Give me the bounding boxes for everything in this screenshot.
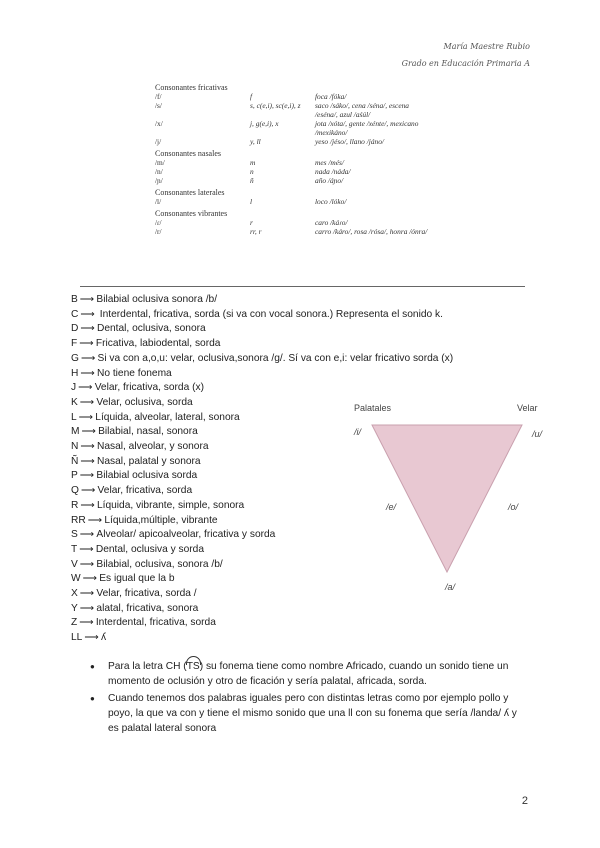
table-cell-examples-cont: /mexikáno/ <box>315 128 348 137</box>
page-header <box>402 38 530 72</box>
label-vowel-e: /e/ <box>386 502 397 512</box>
divider <box>80 286 525 287</box>
table-row <box>155 227 525 236</box>
vowel-triangle <box>372 425 522 572</box>
letter-label: B <box>71 294 78 305</box>
letter-description: Velar, fricativa, sorda / <box>96 588 197 600</box>
letter-description: Líquida, vibrante, simple, sonora <box>96 499 245 511</box>
arrow-icon: ⟶ <box>80 308 95 320</box>
letter-description: ʎ <box>100 632 107 644</box>
letter-label: F <box>71 338 78 350</box>
letter-item <box>71 367 453 382</box>
arrow-icon: ⟶ <box>79 543 94 555</box>
page-number: 2 <box>521 795 528 807</box>
letter-label: X <box>71 588 78 600</box>
arrow-icon: ⟶ <box>79 558 95 570</box>
letter-description: Nasal, palatal y sonora <box>96 455 201 467</box>
arrow-icon: ⟶ <box>87 514 103 526</box>
arrow-icon: ⟶ <box>78 382 93 394</box>
table-cell-examples: yeso /jéso/, llano /jáno/ <box>315 137 384 146</box>
letter-item <box>71 616 453 631</box>
table-row <box>155 119 525 128</box>
notes-list <box>90 659 530 738</box>
letter-item <box>71 322 453 337</box>
letter-description: Nasal, alveolar, y sonora <box>96 441 209 453</box>
table-cell-examples-cont: /eséna/, azul /aśúl/ <box>315 110 371 119</box>
table-cell-letters: rr, r <box>250 227 262 236</box>
note-ch <box>90 659 530 689</box>
table-cell-phoneme: /j/ <box>155 137 162 146</box>
arrow-icon: ⟶ <box>79 617 94 629</box>
table-cell-examples: foca /fóka/ <box>315 92 347 101</box>
bullet-dot-icon: ● <box>90 694 95 703</box>
table-section-title: Consonantes laterales <box>155 188 225 197</box>
author-name: María Maestre Rubio <box>443 42 530 51</box>
table-cell-letters: m <box>250 158 256 167</box>
ts-tie-symbol: TS <box>187 659 200 674</box>
arrow-icon: ⟶ <box>79 588 95 600</box>
letter-description: Interdental, fricativa, sorda <box>95 617 216 629</box>
table-section-title: Consonantes fricativas <box>155 83 228 92</box>
arrow-icon: ⟶ <box>79 338 94 350</box>
arrow-icon: ⟶ <box>81 426 97 438</box>
course-name: Grado en Educación Primaria A <box>401 59 530 68</box>
letter-description: Bilabial, oclusiva, sonora /b/ <box>96 558 223 570</box>
letter-item <box>71 293 453 308</box>
letter-label: Y <box>71 602 78 614</box>
letter-description: Es igual que la b <box>99 573 175 585</box>
letter-item <box>71 352 453 367</box>
table-cell-examples: caro /káɾo/ <box>315 218 348 227</box>
letter-description: alatal, fricativa, sonora <box>96 602 199 614</box>
label-vowel-a: /a/ <box>445 582 456 592</box>
table-row <box>155 176 525 185</box>
letter-label: RR <box>71 514 86 526</box>
arrow-icon: ⟶ <box>80 455 95 467</box>
table-cell-phoneme: /n/ <box>155 167 163 176</box>
label-vowel-o: /o/ <box>508 502 519 512</box>
letter-label: S <box>71 529 78 541</box>
label-vowel-u: /u/ <box>532 429 543 439</box>
letter-label: D <box>71 323 79 335</box>
table-row <box>155 101 525 110</box>
letter-label: G <box>71 352 79 364</box>
letter-label: K <box>71 396 78 408</box>
letter-label: W <box>71 573 81 585</box>
vowel-triangle-diagram <box>350 395 550 595</box>
letter-description: Bilabial oclusiva sonora /b/ <box>96 294 218 305</box>
table-cell-letters: l <box>250 197 253 206</box>
letter-description: Si va con a,o,u: velar, oclusiva,sonora /g/. Sí va con e,i: velar fricativo sorda (x) <box>97 352 454 364</box>
letter-label: P <box>71 470 78 482</box>
letter-label: T <box>71 543 78 555</box>
label-palatales: Palatales <box>354 403 392 413</box>
table-cell-letters: f <box>250 92 253 101</box>
letter-description: Bilabial oclusiva sorda <box>96 470 198 482</box>
note-ch-text: Para la letra CH ( TS) su fonema tiene como nombre Africado, cuando un sonido tiene un momento de oclusión y otro de ficación y sería palatal, africada, sorda. <box>108 659 530 689</box>
letter-label: C <box>71 308 79 320</box>
table-cell-examples: carro /káro/, rosa /rósa/, honra /ónra/ <box>315 227 428 236</box>
arrow-icon: ⟶ <box>79 470 95 482</box>
table-cell-phoneme: /m/ <box>155 158 165 167</box>
letter-description: No tiene fonema <box>96 367 172 379</box>
letter-label: R <box>71 499 79 511</box>
table-cell-examples: saco /sáko/, cena /séna/, escena <box>315 101 409 110</box>
table-cell-phoneme: /ɾ/ <box>155 218 162 227</box>
letter-item <box>71 381 453 396</box>
arrow-icon: ⟶ <box>80 499 95 511</box>
table-cell-letters: y, ll <box>250 137 261 146</box>
table-row-continuation <box>155 110 525 119</box>
letter-description: Velar, fricativa, sorda <box>97 485 193 497</box>
table-row <box>155 197 525 206</box>
letter-description: Dental, oclusiva y sorda <box>95 543 204 555</box>
letter-description: Bilabial, nasal, sonora <box>98 426 198 438</box>
table-row <box>155 158 525 167</box>
letter-description: Dental, oclusiva, sonora <box>96 323 206 335</box>
arrow-icon: ⟶ <box>79 294 95 305</box>
letter-label: J <box>71 382 77 394</box>
letter-item <box>71 602 453 617</box>
letter-label: N <box>71 441 79 453</box>
letter-label: LL <box>71 632 83 644</box>
arrow-icon: ⟶ <box>82 573 98 585</box>
table-row <box>155 137 525 146</box>
arrow-icon: ⟶ <box>79 529 95 541</box>
table-cell-letters: n <box>250 167 254 176</box>
table-row <box>155 218 525 227</box>
letter-label: Q <box>71 485 79 497</box>
arrow-icon: ⟶ <box>78 411 94 423</box>
letter-item <box>71 308 453 323</box>
bullet-dot-icon: ● <box>90 662 95 671</box>
table-row-continuation <box>155 128 525 137</box>
letter-item <box>71 631 453 646</box>
arrow-icon: ⟶ <box>80 441 95 453</box>
arrow-icon: ⟶ <box>80 323 95 335</box>
table-cell-phoneme: /s/ <box>155 101 162 110</box>
letter-label: M <box>71 426 80 438</box>
table-cell-phoneme: /l/ <box>155 197 162 206</box>
label-vowel-i: /i/ <box>354 427 362 437</box>
note-ll-text: Cuando tenemos dos palabras iguales pero con distintas letras como por ejemplo pollo y poyo, la que va con y tiene el mismo sonido que una ll con su fonema que sería /landa/ ʎ y es palatal lateral sonora <box>108 693 517 734</box>
label-velar: Velar <box>517 403 538 413</box>
table-cell-examples: mes /més/ <box>315 158 344 167</box>
letter-description: Líquida, alveolar, lateral, sonora <box>95 411 240 423</box>
arrow-icon: ⟶ <box>84 632 99 644</box>
table-cell-phoneme: /x/ <box>155 119 163 128</box>
table-cell-letters: ñ <box>250 176 254 185</box>
arrow-icon: ⟶ <box>79 396 95 408</box>
letter-description: Interdental, fricativa, sorda (si va con vocal sonora.) Representa el sonido k. <box>96 308 443 320</box>
table-section-title: Consonantes vibrantes <box>155 209 228 218</box>
table-cell-letters: s, c(e,i), sc(e,i), z <box>250 101 301 110</box>
letter-label: V <box>71 558 78 570</box>
table-cell-phoneme: /f/ <box>155 92 162 101</box>
arrow-icon: ⟶ <box>80 367 95 379</box>
note-ll <box>90 691 530 736</box>
letter-label: L <box>71 411 77 423</box>
table-row <box>155 92 525 101</box>
letter-description: Alveolar/ apicoalveolar, fricativa y sorda <box>96 529 276 541</box>
letter-description: Fricativa, labiodental, sorda <box>95 338 221 350</box>
letter-item <box>71 337 453 352</box>
table-cell-letters: j, g(e,i), x <box>250 119 279 128</box>
table-cell-phoneme: /ɲ/ <box>155 176 163 185</box>
table-cell-examples: loco /lóko/ <box>315 197 347 206</box>
table-cell-letters: r <box>250 218 253 227</box>
arrow-icon: ⟶ <box>80 485 96 497</box>
table-row <box>155 167 525 176</box>
table-cell-phoneme: /r/ <box>155 227 162 236</box>
consonant-table <box>155 80 525 236</box>
letter-label: Z <box>71 617 78 629</box>
letter-description: Velar, oclusiva, sorda <box>96 396 193 408</box>
table-cell-examples: jota /xóta/, gente /xénte/, mexicano <box>315 119 419 128</box>
arrow-icon: ⟶ <box>80 352 96 364</box>
letter-description: Velar, fricativa, sorda (x) <box>94 382 204 394</box>
letter-label: Ñ <box>71 455 79 467</box>
arrow-icon: ⟶ <box>79 602 95 614</box>
letter-description: Líquida,múltiple, vibrante <box>104 514 218 526</box>
table-cell-examples: nada /náda/ <box>315 167 351 176</box>
table-section-title: Consonantes nasales <box>155 149 221 158</box>
table-cell-examples: año /áɲo/ <box>315 176 344 185</box>
letter-label: H <box>71 367 79 379</box>
